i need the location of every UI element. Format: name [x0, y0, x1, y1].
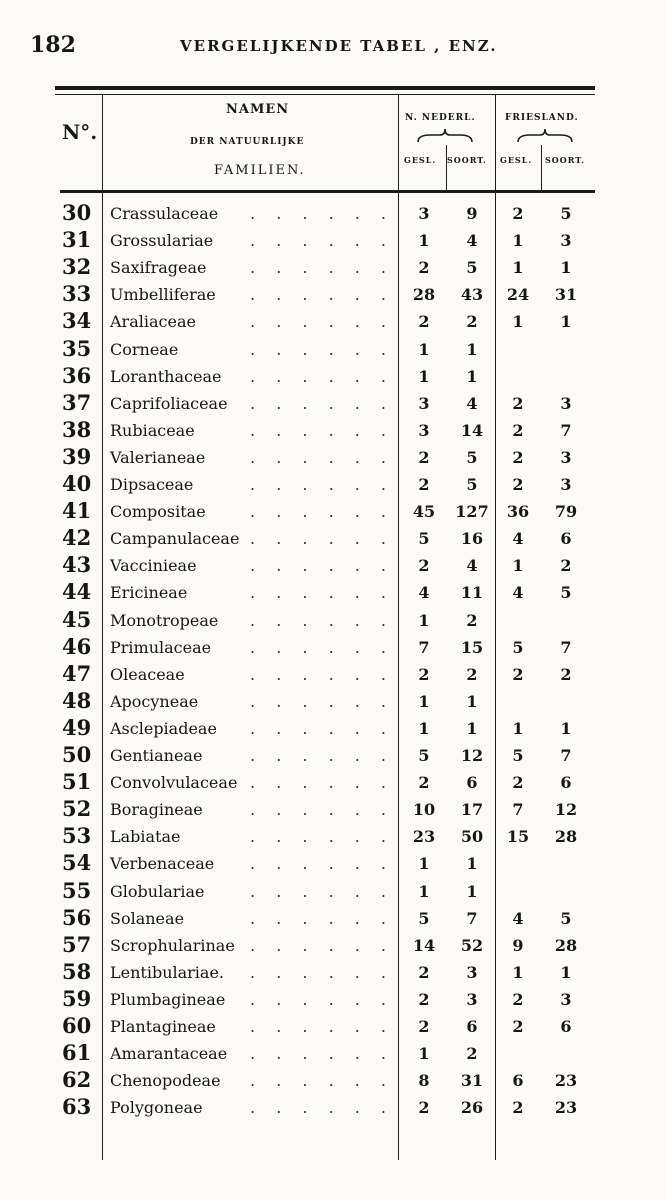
leader-dots: . . . . . . [250, 231, 394, 251]
family-number: 57 [62, 931, 92, 957]
family-name: Labiatae [110, 827, 185, 846]
nederland-genera: 2 [418, 258, 430, 278]
friesland-species: 23 [554, 1098, 578, 1118]
family-name: Gentianeae [110, 746, 206, 765]
table-row [0, 390, 665, 417]
nederland-species: 1 [466, 366, 478, 386]
family-name: Valerianeae [110, 448, 209, 467]
family-name: Corneae [110, 340, 182, 359]
family-name: Primulaceae [110, 638, 215, 657]
family-name: Loranthaceae [110, 367, 225, 386]
column-divider [541, 145, 542, 190]
leader-dots: . . . . . . [250, 366, 394, 386]
family-name: Ericineae [110, 583, 191, 602]
nederland-genera: 7 [418, 637, 430, 657]
family-name: Grossulariae [110, 231, 217, 250]
friesland-genera: 36 [506, 502, 530, 522]
nederland-genera: 2 [418, 962, 430, 982]
nederland-species: 12 [460, 746, 484, 765]
table-row [0, 688, 665, 715]
table-row [0, 959, 665, 986]
family-number: 50 [62, 742, 92, 767]
nederland-genera: 5 [418, 908, 430, 928]
running-title: VERGELIJKENDE TABEL , ENZ. [180, 37, 498, 55]
table-row [0, 471, 665, 498]
leader-dots: . . . . . . [250, 502, 394, 522]
friesland-genera: 2 [512, 1017, 524, 1036]
nederland-species: 15 [460, 637, 484, 657]
family-number: 48 [62, 687, 92, 713]
friesland-species: 28 [554, 935, 578, 955]
leader-dots: . . . . . . [250, 664, 394, 684]
column-header-der-natuurlijke: DER NATUURLIJKE [190, 137, 305, 147]
family-number: 35 [62, 335, 92, 361]
leader-dots: . . . . . . [250, 420, 394, 440]
table-row [0, 1013, 665, 1040]
leader-dots: . . . . . . [250, 556, 394, 576]
family-name: Polygoneae [110, 1098, 207, 1117]
nederland-genera: 1 [418, 610, 430, 630]
table-row [0, 254, 665, 281]
family-name: Umbelliferae [110, 285, 220, 304]
nederland-genera: 1 [418, 691, 430, 711]
family-name: Scrophularinae [110, 936, 239, 955]
nederland-species: 2 [466, 610, 478, 630]
friesland-genera: 2 [512, 773, 524, 793]
leader-dots: . . . . . . [250, 285, 394, 305]
nederland-genera: 10 [412, 800, 436, 820]
nederland-genera: 28 [412, 285, 436, 305]
nederland-species: 16 [460, 529, 484, 549]
table-row [0, 444, 665, 471]
friesland-genera: 1 [512, 258, 524, 278]
friesland-genera: 2 [512, 204, 524, 223]
nederland-genera: 3 [418, 420, 430, 440]
friesland-genera: 4 [512, 583, 524, 603]
table-row [0, 200, 665, 227]
leader-dots: . . . . . . [250, 718, 394, 738]
nederland-genera: 5 [418, 529, 430, 549]
nederland-species: 52 [460, 935, 484, 955]
family-name: Crassulaceae [110, 204, 222, 223]
table-row [0, 634, 665, 661]
friesland-genera: 4 [512, 908, 524, 928]
leader-dots: . . . . . . [250, 773, 394, 793]
nederland-species: 14 [460, 420, 484, 440]
leader-dots: . . . . . . [250, 312, 394, 332]
nederland-species: 43 [460, 285, 484, 305]
family-number: 39 [62, 443, 92, 469]
nederland-species: 7 [466, 908, 478, 928]
nederland-species: 6 [466, 1017, 478, 1036]
table-row [0, 850, 665, 877]
friesland-genera: 1 [512, 718, 524, 738]
nederland-genera: 1 [418, 366, 430, 386]
friesland-species: 5 [560, 583, 572, 603]
friesland-species: 28 [554, 827, 578, 847]
column-header-namen: NAMEN [226, 102, 290, 117]
nederland-species: 1 [466, 691, 478, 711]
table-row [0, 742, 665, 769]
family-name: Verbenaceae [110, 854, 218, 873]
table-row [0, 1040, 665, 1067]
nederland-species: 1 [466, 854, 478, 874]
friesland-species: 7 [560, 637, 572, 657]
table-row [0, 661, 665, 688]
family-name: Araliaceae [110, 312, 200, 331]
table-row [0, 769, 665, 796]
table-row [0, 363, 665, 390]
nederland-genera: 1 [418, 1044, 430, 1064]
nederland-species: 4 [466, 231, 478, 251]
table-row [0, 579, 665, 606]
friesland-genera: 1 [512, 556, 524, 576]
family-number: 36 [62, 362, 92, 388]
leader-dots: . . . . . . [250, 610, 394, 630]
table-row [0, 607, 665, 634]
table-row [0, 336, 665, 363]
family-number: 49 [62, 714, 92, 740]
family-number: 53 [62, 823, 92, 849]
leader-dots: . . . . . . [250, 447, 394, 467]
family-number: 46 [62, 633, 92, 659]
friesland-genera: 6 [512, 1071, 524, 1091]
leader-dots: . . . . . . [250, 935, 394, 955]
nederland-species: 4 [466, 393, 478, 413]
nederland-genera: 14 [412, 935, 436, 955]
page-number: 182 [30, 32, 76, 58]
family-number: 51 [62, 769, 92, 795]
subheader-soort-nederland: SOORT. [447, 155, 487, 165]
nederland-genera: 1 [418, 881, 430, 901]
family-number: 59 [62, 985, 92, 1011]
nederland-species: 31 [460, 1071, 484, 1091]
family-name: Saxifrageae [110, 258, 210, 277]
table-row [0, 823, 665, 850]
family-name: Solaneae [110, 909, 188, 928]
leader-dots: . . . . . . [250, 475, 394, 494]
friesland-species: 3 [560, 447, 572, 467]
nederland-genera: 1 [418, 854, 430, 874]
family-number: 34 [62, 308, 92, 334]
nederland-genera: 2 [418, 1017, 430, 1036]
nederland-species: 2 [466, 312, 478, 332]
family-number: 55 [62, 877, 92, 903]
friesland-species: 31 [554, 285, 578, 305]
friesland-genera: 24 [506, 285, 530, 305]
friesland-species: 7 [560, 746, 572, 765]
column-header-nederland: N. NEDERL. [405, 113, 476, 123]
family-name: Caprifoliaceae [110, 394, 232, 413]
leader-dots: . . . . . . [250, 204, 394, 223]
nederland-genera: 2 [418, 447, 430, 467]
family-number: 37 [62, 389, 92, 415]
header-rule-bottom [60, 190, 595, 193]
friesland-species: 6 [560, 773, 572, 793]
nederland-genera: 1 [418, 339, 430, 359]
nederland-genera: 23 [412, 827, 436, 847]
brace-icon [516, 127, 574, 145]
subheader-soort-friesland: SOORT. [545, 155, 585, 165]
table-row [0, 281, 665, 308]
leader-dots: . . . . . . [250, 800, 394, 820]
family-name: Boragineae [110, 800, 207, 819]
friesland-genera: 2 [512, 664, 524, 684]
family-name: Amarantaceae [110, 1044, 231, 1063]
table-row [0, 1067, 665, 1094]
leader-dots: . . . . . . [250, 908, 394, 928]
family-number: 44 [62, 579, 92, 605]
friesland-species: 1 [560, 312, 572, 332]
family-number: 31 [62, 227, 92, 253]
nederland-genera: 2 [418, 664, 430, 684]
nederland-species: 50 [460, 827, 484, 847]
friesland-genera: 2 [512, 447, 524, 467]
leader-dots: . . . . . . [250, 854, 394, 874]
leader-dots: . . . . . . [250, 962, 394, 982]
friesland-species: 6 [560, 529, 572, 549]
friesland-species: 3 [560, 475, 572, 494]
family-name: Globulariae [110, 882, 209, 901]
family-name: Dipsaceae [110, 475, 197, 494]
family-name: Asclepiadeae [110, 719, 221, 738]
nederland-genera: 2 [418, 312, 430, 332]
leader-dots: . . . . . . [250, 1071, 394, 1091]
friesland-genera: 2 [512, 393, 524, 413]
subheader-gesl-nederland: GESL. [404, 155, 437, 165]
friesland-species: 12 [554, 800, 578, 820]
family-name: Chenopodeae [110, 1071, 225, 1090]
column-divider [446, 145, 447, 190]
family-number: 32 [62, 254, 92, 280]
nederland-genera: 2 [418, 989, 430, 1009]
nederland-species: 3 [466, 962, 478, 982]
family-number: 45 [62, 606, 92, 632]
family-number: 41 [62, 498, 92, 524]
nederland-species: 3 [466, 989, 478, 1009]
nederland-genera: 2 [418, 1098, 430, 1118]
friesland-genera: 1 [512, 312, 524, 332]
column-header-friesland: FRIESLAND. [505, 113, 579, 123]
friesland-species: 2 [560, 664, 572, 684]
friesland-species: 1 [560, 718, 572, 738]
column-header-familien: FAMILIEN. [214, 163, 306, 178]
friesland-species: 3 [560, 231, 572, 251]
nederland-species: 2 [466, 1044, 478, 1064]
table-row [0, 932, 665, 959]
friesland-genera: 1 [512, 231, 524, 251]
nederland-species: 1 [466, 718, 478, 738]
family-name: Vaccinieae [110, 556, 201, 575]
friesland-genera: 2 [512, 1098, 524, 1118]
family-number: 43 [62, 552, 92, 578]
table-row [0, 986, 665, 1013]
friesland-genera: 5 [512, 746, 524, 765]
leader-dots: . . . . . . [250, 881, 394, 901]
friesland-species: 3 [560, 393, 572, 413]
family-name: Convolvulaceae [110, 773, 241, 792]
nederland-species: 26 [460, 1098, 484, 1118]
family-number: 42 [62, 525, 92, 551]
nederland-species: 5 [466, 475, 478, 494]
leader-dots: . . . . . . [250, 393, 394, 413]
family-number: 30 [62, 200, 92, 225]
friesland-species: 5 [560, 204, 572, 223]
friesland-genera: 2 [512, 989, 524, 1009]
family-name: Monotropeae [110, 611, 222, 630]
header-rule-thin [55, 94, 595, 95]
friesland-species: 7 [560, 420, 572, 440]
nederland-species: 17 [460, 800, 484, 820]
leader-dots: . . . . . . [250, 529, 394, 549]
friesland-species: 1 [560, 962, 572, 982]
column-header-number: N°. [62, 120, 98, 144]
leader-dots: . . . . . . [250, 827, 394, 847]
nederland-species: 11 [460, 583, 484, 603]
family-name: Campanulaceae [110, 529, 243, 548]
friesland-genera: 4 [512, 529, 524, 549]
friesland-species: 3 [560, 989, 572, 1009]
leader-dots: . . . . . . [250, 1098, 394, 1118]
family-number: 56 [62, 904, 92, 930]
friesland-genera: 15 [506, 827, 530, 847]
friesland-genera: 5 [512, 637, 524, 657]
family-name: Plantagineae [110, 1017, 220, 1036]
family-number: 54 [62, 850, 92, 876]
table-row [0, 417, 665, 444]
table-row [0, 308, 665, 335]
nederland-species: 5 [466, 258, 478, 278]
nederland-genera: 5 [418, 746, 430, 765]
friesland-genera: 2 [512, 475, 524, 494]
family-name: Apocyneae [110, 692, 202, 711]
table-row [0, 498, 665, 525]
nederland-genera: 1 [418, 231, 430, 251]
table-row [0, 878, 665, 905]
nederland-species: 6 [466, 773, 478, 793]
leader-dots: . . . . . . [250, 583, 394, 603]
table-row [0, 227, 665, 254]
friesland-species: 23 [554, 1071, 578, 1091]
table-row [0, 552, 665, 579]
nederland-genera: 1 [418, 718, 430, 738]
leader-dots: . . . . . . [250, 691, 394, 711]
friesland-species: 6 [560, 1017, 572, 1036]
family-number: 60 [62, 1013, 92, 1038]
nederland-genera: 2 [418, 556, 430, 576]
leader-dots: . . . . . . [250, 1044, 394, 1064]
family-number: 58 [62, 958, 92, 984]
nederland-species: 5 [466, 447, 478, 467]
family-number: 38 [62, 416, 92, 442]
friesland-species: 5 [560, 908, 572, 928]
friesland-species: 1 [560, 258, 572, 278]
family-number: 40 [62, 471, 92, 496]
nederland-species: 1 [466, 881, 478, 901]
nederland-genera: 3 [418, 393, 430, 413]
family-name: Plumbagineae [110, 990, 229, 1009]
nederland-genera: 45 [412, 502, 436, 522]
nederland-genera: 4 [418, 583, 430, 603]
family-name: Rubiaceae [110, 421, 199, 440]
friesland-species: 2 [560, 556, 572, 576]
family-number: 63 [62, 1094, 92, 1120]
family-number: 47 [62, 660, 92, 686]
header-rule-thick [55, 86, 595, 90]
nederland-species: 127 [455, 502, 489, 522]
table-row [0, 796, 665, 823]
leader-dots: . . . . . . [250, 989, 394, 1009]
nederland-species: 1 [466, 339, 478, 359]
subheader-gesl-friesland: GESL. [500, 155, 533, 165]
family-number: 52 [62, 796, 92, 822]
table-row [0, 1094, 665, 1121]
friesland-genera: 2 [512, 420, 524, 440]
brace-icon [416, 127, 474, 145]
leader-dots: . . . . . . [250, 1017, 394, 1036]
table-row [0, 525, 665, 552]
friesland-species: 79 [554, 502, 578, 522]
table-row [0, 715, 665, 742]
nederland-genera: 2 [418, 475, 430, 494]
family-number: 62 [62, 1067, 92, 1093]
friesland-genera: 1 [512, 962, 524, 982]
leader-dots: . . . . . . [250, 746, 394, 765]
nederland-genera: 2 [418, 773, 430, 793]
nederland-genera: 8 [418, 1071, 430, 1091]
family-name: Compositae [110, 502, 210, 521]
family-number: 33 [62, 281, 92, 307]
leader-dots: . . . . . . [250, 339, 394, 359]
family-name: Oleaceae [110, 665, 189, 684]
leader-dots: . . . . . . [250, 637, 394, 657]
table-row [0, 905, 665, 932]
family-name: Lentibulariae. [110, 963, 228, 982]
nederland-species: 2 [466, 664, 478, 684]
nederland-species: 9 [466, 204, 478, 223]
friesland-genera: 7 [512, 800, 524, 820]
friesland-genera: 9 [512, 935, 524, 955]
nederland-genera: 3 [418, 204, 430, 223]
nederland-species: 4 [466, 556, 478, 576]
leader-dots: . . . . . . [250, 258, 394, 278]
family-number: 61 [62, 1040, 92, 1066]
